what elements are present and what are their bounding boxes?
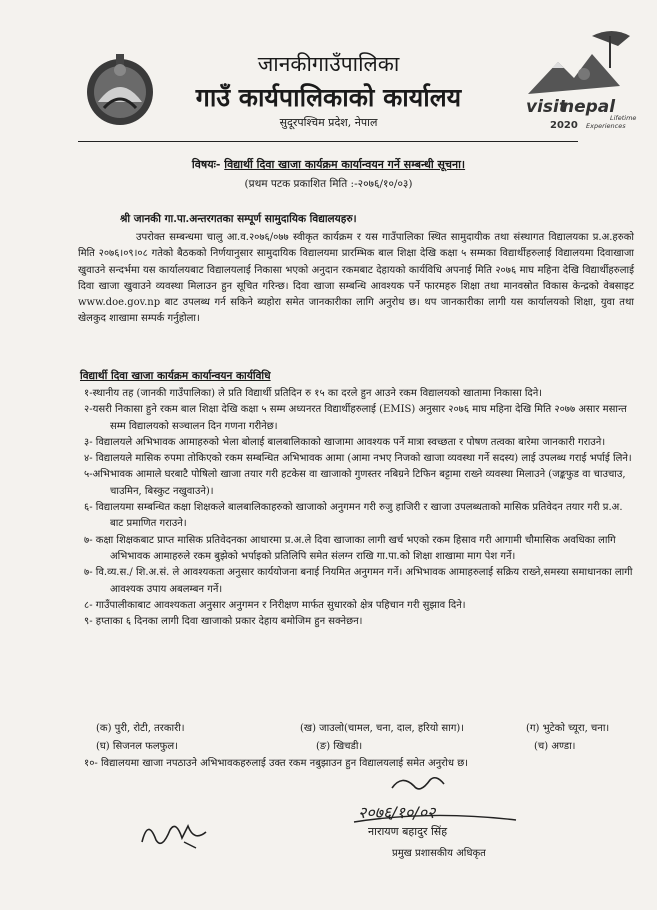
subject-label: विषयः- xyxy=(191,158,221,171)
guideline-item: ४- विद्यालयले मासिक रुपमा तोकिएको रकम सम्बन्धित अभिभावक आमा (आमा नभए निजको खाजा व्यवस्था गर्ने सदस्य) लाई उपलब्ध गराई भर्पाई लिने। xyxy=(84,453,632,465)
notice-subject xyxy=(0,157,657,172)
guideline-item: १-स्थानीय तह (जानकी गाउँपालिका) ले प्रति विद्यार्थी प्रतिदिन रु १५ का दरले हुन आउने रकम विद्यालयको खातामा निकासा दिने। xyxy=(84,388,543,399)
menu-option-ka: (क) पुरी, रोटी, तरकारी। xyxy=(96,723,185,734)
guideline-item: ६- विद्यालयमा सम्बन्धित कक्षा शिक्षकले बालबालिकाहरुको खाजाको अनुगमन गरी रुजु हाजिरी र खाजा उपलब्धताको मासिक प्रतिवेदन तयार गरी प्र.अ. बाट प्रमाणित गराउने। xyxy=(84,502,623,530)
guideline-item: ३- विद्यालयले अभिभावक आमाहरुको भेला बोलाई बालबालिकाको खाजामा आवश्यक पर्ने मात्रा स्वच्छता र पोषण तत्वका बारेमा जानकारी गराउने। xyxy=(84,436,606,448)
logo-visit-text: visit xyxy=(526,97,567,117)
menu-option-ga: (ग) भुटेको च्यूरा, चना। xyxy=(526,723,610,734)
menu-option-cha: (च) अण्डा। xyxy=(534,741,576,752)
guideline-item: ९- हप्ताका ६ दिनका लागी दिवा खाजाको प्रकार देहाय बमोजिम हुन सक्नेछन। xyxy=(84,616,363,628)
logo-tagline-2: Experiences xyxy=(586,122,626,130)
guideline-title: विद्यार्थी दिवा खाजा कार्यक्रम कार्यान्वयन कार्यविधि xyxy=(80,370,271,382)
first-published-date: (प्रथम पटक प्रकाशित मिति :-२०७६/१०/०३) xyxy=(244,178,413,190)
menu-option-kha: (ख) जाउलो(चामल, चना, दाल, हरियो साग)। xyxy=(300,723,465,734)
guideline-item-final: १०- विद्यालयमा खाजा नपठाउने अभिभावकहरुलाई उक्त रकम नबुझाउन हुन विद्यालयलाई समेत अनुरोध छ। xyxy=(84,758,468,769)
menu-option-gha: (घ) सिजनल फलफुल। xyxy=(96,741,178,752)
addressee: श्री जानकी गा.पा.अन्तरगतका सम्पूर्ण सामुदायिक विद्यालयहरु। xyxy=(120,213,357,225)
guideline-item: ७- वि.व्य.स./ शि.अ.सं. ले आवश्यकता अनुसार कार्ययोजना बनाई नियमित अनुगमन गर्ने। अभिभावक आमाहरुलाई सक्रिय राख्ने,समस्या समाधानका लागी आवश्यक उपाय अबलम्बन गर्ने। xyxy=(84,567,633,595)
guideline-list xyxy=(84,386,636,630)
guideline-item: ५-अभिभावक आमाले घरबाटै पोषिलो खाजा तयार गरी हटकेस वा खाजाको गुणस्तर नबिग्रने टिफिन बट्टामा राख्ने व्यवस्था मिलाउने (जङ्कफुड वा चाउचाउ, चाउमिन, बिस्कुट नखुवाउने)। xyxy=(84,469,626,497)
handwritten-initials xyxy=(136,812,214,854)
org-name: जानकीगाउँपालिका xyxy=(257,52,400,76)
office-name: गाउँ कार्यपालिकाको कार्यालय xyxy=(195,83,462,112)
guideline-item: २-यसरी निकासा हुने रकम बाल शिक्षा देखि कक्षा ५ सम्म अध्यनरत विद्यार्थीहरुलाई (EMIS) अनुसार २०७६ माघ महिना देखि मिति २०७७ असार मसान्त सम्म विद्यालयको सञ्चालन दिन गणना गरीनेछ। xyxy=(84,404,627,432)
signer-title: प्रमुख प्रशासकीय अधिकृत xyxy=(392,848,486,859)
intro-paragraph: उपरोक्त सम्बन्धमा चालु आ.व.२०७६/०७७ स्वीकृत कार्यक्रम र यस गाउँपालिका स्थित सामुदायीक तथा संस्थागत विद्यालयका प्र.अ.हरुको मिति २०७६।०९।०८ गतेको बैठकको निर्णयानुसार सामुदायिक विद्यालयमा प्रारम्भिक बाल शिक्षा देखि कक्षा ५ सम्मका विद्यार्थीहरुलाई विद्यालयमा दिवाखाजा खुवाउने सन्दर्भमा यस कार्यालयबाट विद्यालयलाई निकासा भएको अनुदान रकमबाट देहायको कार्यविधि अपनाई मिति २०७६ माघ महिना देखि विद्यार्थीहरुलाई दिवा खाजा खुवाउने व्यवस्था मिलाउन हुन सूचित गरिन्छ। दिवा खाजा सम्बन्धि आवश्यक पर्ने फारमहरु शिक्षा तथा मानवस्रोत विकास केन्द्रको वेबसाइट www.doe.gov.np बाट उपलब्ध गर्न सकिने ब्यहोरा समेत जानकारीका लागि अनुरोध छ। थप जानकारीका लागी यस कार्यालयको शिक्षा, युवा तथा खेलकुद शाखामा सम्पर्क गर्नुहोला। xyxy=(78,232,634,325)
signature-date-script: २०७६/१०/०२ xyxy=(358,803,436,822)
menu-option-nga: (ङ) खिचडी। xyxy=(316,741,363,752)
logo-year-text: 2020 xyxy=(550,120,578,131)
guideline-item: ७- कक्षा शिक्षकबाट प्राप्त मासिक प्रतिवेदनका आधारमा प्र.अ.ले दिवा खाजाका लागी खर्च भएको रकम हिसाव गरी आगामी चौमासिक अवधिका लागि अभिभावक आमाहरुले रकम बुझेको भर्पाइको प्रतिलिपि समेत संलग्न राखि गा.पा.को शिक्षा शाखामा माग पेश गर्ने। xyxy=(84,534,616,562)
guideline-item: ८- गाउँपालीकाबाट आवश्यकता अनुसार अनुगमन र निरीक्षण मार्फत सुधारको क्षेत्र पहिचान गरी सुझाव दिने। xyxy=(84,599,466,611)
header-divider xyxy=(78,141,578,142)
office-address: सुदूरपश्चिम प्रदेश, नेपाल xyxy=(279,116,378,129)
signer-name: नारायण बहादुर सिंह xyxy=(368,825,448,838)
logo-nepal-text: nepal xyxy=(562,97,616,117)
logo-tagline-1: Lifetime xyxy=(610,114,637,122)
subject-text: विद्यार्थी दिवा खाजा कार्यक्रम कार्यान्वयन गर्ने सम्बन्धी सूचना। xyxy=(224,158,466,171)
